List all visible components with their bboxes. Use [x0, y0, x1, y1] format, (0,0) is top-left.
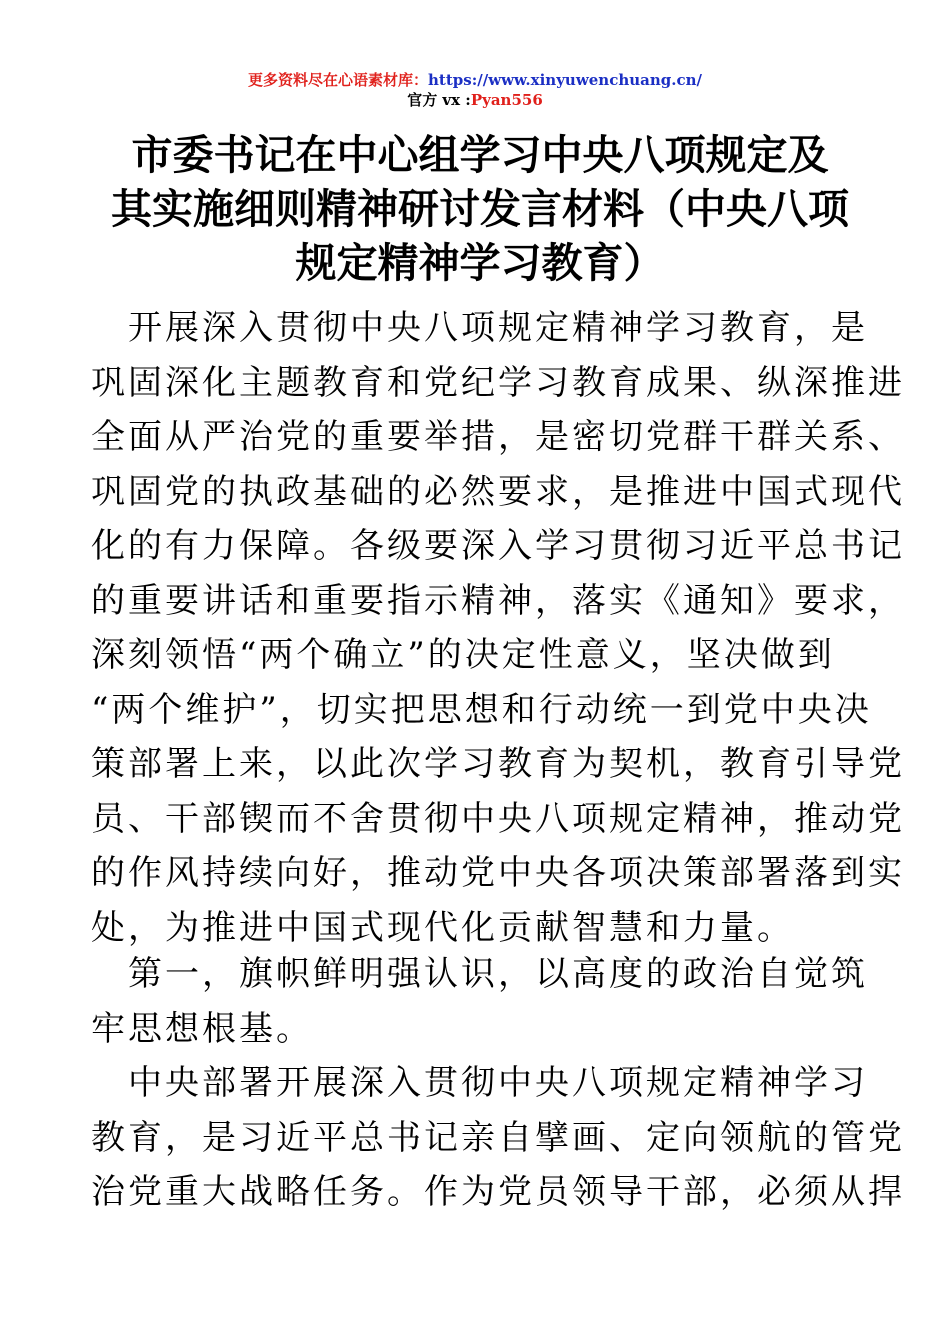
- document-title: [95, 128, 865, 290]
- title-line: 市委书记在中心组学习中央八项规定及: [131, 131, 829, 179]
- text-line: 巩固党的执政基础的必然要求，是推进中国式现代: [91, 471, 905, 512]
- text-line: 化的有力保障。各级要深入学习贯彻习近平总书记: [91, 526, 905, 566]
- text-line: 全面从严治党的重要举措，是密切党群干群关系、: [91, 417, 905, 457]
- text-line: 的重要讲话和重要指示精神，落实《通知》要求，: [91, 580, 905, 621]
- text-line: 员、干部锲而不舍贯彻中央八项规定精神，推动党: [91, 798, 905, 839]
- paragraph-section-heading: [91, 947, 868, 1056]
- title-line: 规定精神学习教育）: [295, 239, 665, 287]
- text-line: 第一，旗帜鲜明强认识，以高度的政治自觉筑: [91, 954, 868, 994]
- promo-banner: [0, 71, 950, 89]
- title-line: 其实施细则精神研讨发言材料（中央八项: [111, 185, 849, 233]
- text-line: 巩固深化主题教育和党纪学习教育成果、纵深推进: [91, 362, 905, 403]
- text-line: 中央部署开展深入贯彻中央八项规定精神学习: [91, 1063, 868, 1103]
- paragraph-section-body: [91, 1056, 905, 1220]
- promo-label: 更多资料尽在心语素材库：: [248, 71, 429, 89]
- promo-link[interactable]: https://www.xinyuwenchuang.cn/: [428, 71, 702, 89]
- text-line: 牢思想根基。: [91, 1008, 313, 1049]
- text-line: “两个维护”，切实把思想和行动统一到党中央决: [91, 689, 872, 730]
- text-line: 策部署上来，以此次学习教育为契机，教育引导党: [91, 744, 905, 784]
- contact-id: Pyan556: [470, 91, 543, 109]
- text-line: 的作风持续向好，推动党中央各项决策部署落到实: [91, 853, 905, 893]
- contact-label: 官方 vx :: [407, 91, 471, 109]
- text-line: 处，为推进中国式现代化贡献智慧和力量。: [91, 907, 794, 948]
- contact-line: [0, 91, 950, 109]
- text-line: 治党重大战略任务。作为党员领导干部，必须从捍: [91, 1172, 905, 1212]
- text-line: 开展深入贯彻中央八项规定精神学习教育，是: [91, 308, 868, 348]
- paragraph-intro: [91, 301, 905, 955]
- text-line: 教育，是习近平总书记亲自擘画、定向领航的管党: [91, 1117, 905, 1158]
- text-line: 深刻领悟“两个确立”的决定性意义，坚决做到: [91, 635, 835, 675]
